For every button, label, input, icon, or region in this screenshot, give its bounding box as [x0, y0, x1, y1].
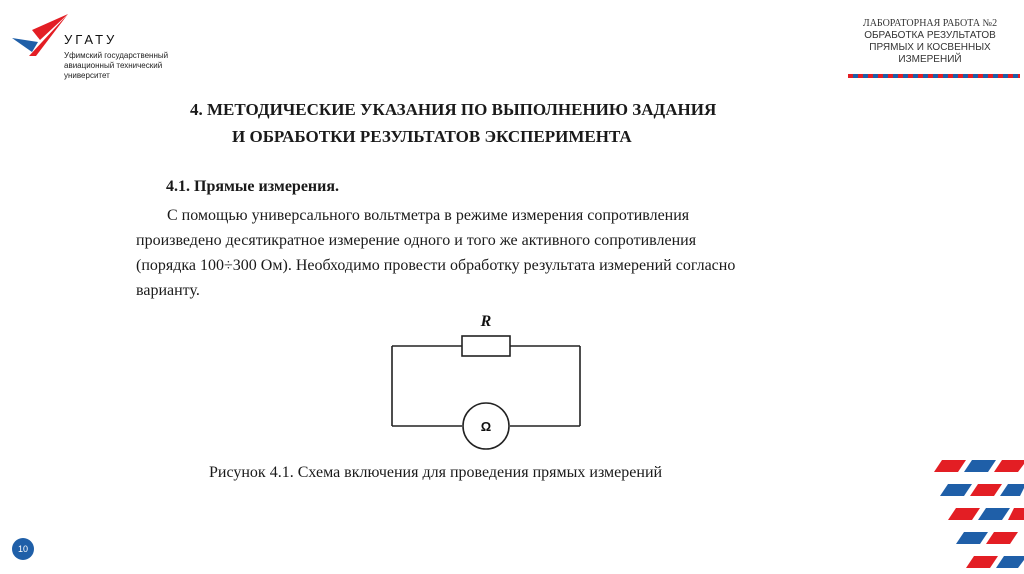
header-decorative-stripe	[848, 74, 1020, 78]
resistor-label: R	[480, 313, 492, 330]
university-logo-icon	[10, 12, 70, 58]
lab-work-header: ЛАБОРАТОРНАЯ РАБОТА №2 ОБРАБОТКА РЕЗУЛЬТАТОВ ПРЯМЫХ И КОСВЕННЫХ ИЗМЕРЕНИЙ	[862, 18, 998, 65]
subsection-title: 4.1. Прямые измерения.	[166, 178, 340, 195]
ohmmeter-symbol: Ω	[480, 419, 492, 434]
page-number: 10	[12, 538, 34, 560]
circuit-diagram	[386, 306, 586, 452]
resistor-icon	[462, 336, 510, 356]
decorative-corner-pattern	[922, 452, 1024, 574]
body-paragraph: С помощью универсального вольтметра в режиме измерения сопротивления произведено десятикратное измерение одного и того же активного сопротивления (порядка 100÷300 Ом). Необходимо провести обработку результата измерений согласно варианту.	[136, 207, 736, 299]
figure-caption: Рисунок 4.1. Схема включения для проведения прямых измерений	[209, 464, 663, 481]
university-name: УГАТУ	[64, 32, 118, 47]
section-title: 4. МЕТОДИЧЕСКИЕ УКАЗАНИЯ ПО ВЫПОЛНЕНИЮ ЗАДАНИЯ И ОБРАБОТКИ РЕЗУЛЬТАТОВ ЭКСПЕРИМЕНТА	[190, 100, 717, 146]
university-full-name: Уфимский государственный авиационный технический университет	[64, 51, 169, 80]
